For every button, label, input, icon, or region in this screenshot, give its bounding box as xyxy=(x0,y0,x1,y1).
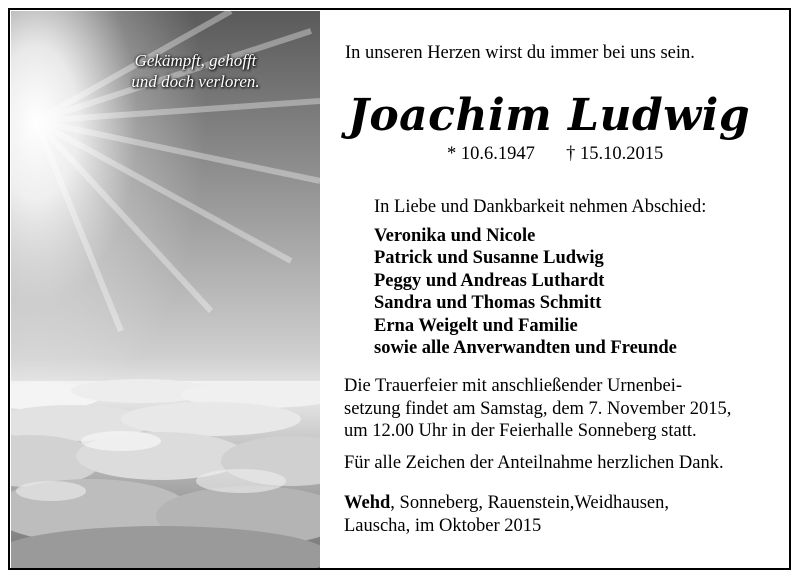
location-rest: , Sonneberg, Rauenstein,Weidhausen, xyxy=(390,493,669,513)
mourner: Sandra und Thomas Schmitt xyxy=(374,293,602,314)
ceremony-line: Die Trauerfeier mit anschließender Urnenbei- xyxy=(344,376,683,396)
farewell-intro: In Liebe und Dankbarkeit nehmen Abschied: xyxy=(374,197,707,217)
sky-clouds-photo xyxy=(11,11,320,568)
location-line-2: Lauscha, im Oktober 2015 xyxy=(344,515,542,536)
intro-text: In unseren Herzen wirst du immer bei uns sein. xyxy=(345,43,695,63)
ceremony-line: setzung findet am Samstag, dem 7. November 2015, xyxy=(344,398,732,419)
location-bold: Wehd xyxy=(344,493,391,513)
birth-date: * 10.6.1947 xyxy=(447,144,535,164)
death-date: † 15.10.2015 xyxy=(566,144,664,164)
mourner: Veronika und Nicole xyxy=(374,226,536,246)
location-paragraph xyxy=(344,492,669,537)
motto-line-1: Gekämpft, gehofft xyxy=(134,51,257,70)
mourner: Peggy und Andreas Luthardt xyxy=(374,270,605,291)
motto-line-2: und doch verloren. xyxy=(131,72,260,91)
mourner: sowie alle Anverwandten und Freunde xyxy=(374,338,677,359)
sky-clouds-image xyxy=(11,11,320,568)
mourners-list xyxy=(374,225,677,359)
ceremony-line: um 12.00 Uhr in der Feierhalle Sonneberg statt. xyxy=(344,421,697,441)
ceremony-paragraph xyxy=(344,375,731,443)
cloud-sea xyxy=(11,379,320,568)
mourner: Patrick und Susanne Ludwig xyxy=(374,248,604,269)
deceased-name: Joachim Ludwig xyxy=(348,90,751,141)
thanks-text: Für alle Zeichen der Anteilnahme herzlichen Dank. xyxy=(344,453,724,473)
life-dates xyxy=(447,144,663,165)
motto xyxy=(11,50,320,92)
mourner: Erna Weigelt und Familie xyxy=(374,315,578,336)
